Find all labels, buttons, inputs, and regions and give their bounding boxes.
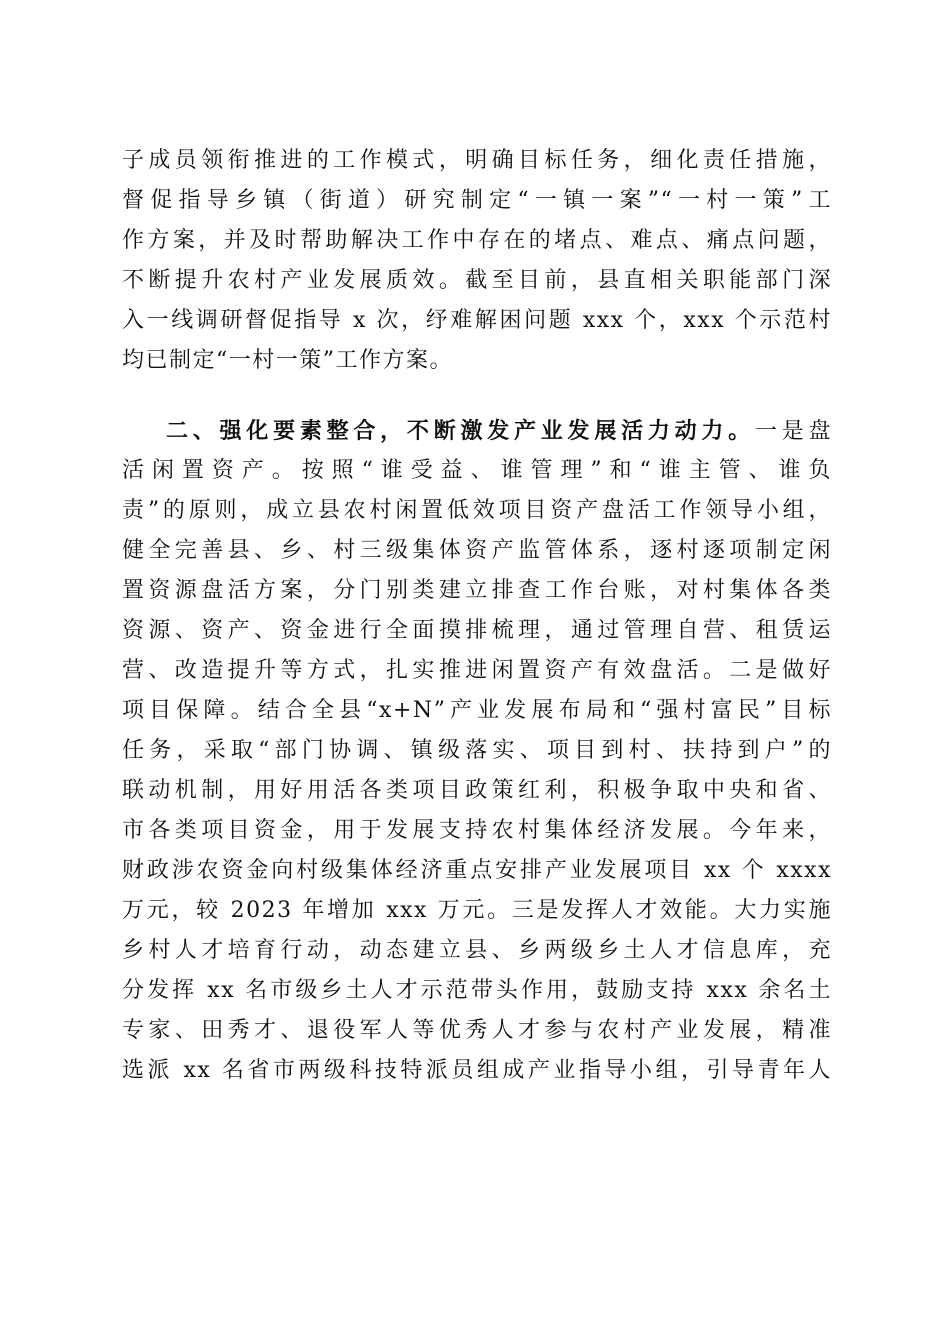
paragraph-line: 不断提升农村产业发展质效。截至目前，县直相关职能部门深 xyxy=(122,268,832,293)
paragraph-first-line xyxy=(122,411,832,451)
paragraph-line: 责”的原则，成立县农村闲置低效项目资产盘活工作领导小组， xyxy=(122,498,832,523)
paragraph-line: 子成员领衔推进的工作模式，明确目标任务，细化责任措施， xyxy=(122,148,832,173)
paragraph-line: 财政涉农资金向村级集体经济重点安排产业发展项目 xx 个 xxxx xyxy=(122,858,832,883)
paragraph-line: 专家、田秀才、退役军人等优秀人才参与农村产业发展，精准 xyxy=(122,1018,832,1043)
paragraph-line: 项目保障。结合全县“x+N”产业发展布局和“强村富民”目标 xyxy=(122,698,832,723)
paragraph-1 xyxy=(122,141,832,381)
paragraph-line: 健全完善县、乡、村三级集体资产监管体系，逐村逐项制定闲 xyxy=(122,538,832,563)
paragraph-line: 督促指导乡镇（街道）研究制定“一镇一案”“一村一策”工 xyxy=(122,188,832,213)
paragraph-line: 万元，较 2023 年增加 xxx 万元。三是发挥人才效能。大力实施 xyxy=(122,898,832,923)
paragraph-line: 选派 xx 名省市两级科技特派员组成产业指导小组，引导青年人 xyxy=(122,1058,832,1083)
paragraph-line: 市各类项目资金，用于发展支持农村集体经济发展。今年来， xyxy=(122,818,832,843)
first-line-rest: 一是盘 xyxy=(754,419,832,444)
paragraph-line: 任务，采取“部门协调、镇级落实、项目到村、扶持到户”的 xyxy=(122,738,832,763)
paragraph-line: 置资源盘活方案，分门别类建立排查工作台账，对村集体各类 xyxy=(122,578,832,603)
paragraph-line: 活闲置资产。按照“谁受益、谁管理”和“谁主管、谁负 xyxy=(122,458,832,483)
paragraph-line: 均已制定“一村一策”工作方案。 xyxy=(122,348,453,373)
paragraph-line: 分发挥 xx 名市级乡土人才示范带头作用，鼓励支持 xxx 余名土 xyxy=(122,978,832,1003)
paragraph-line: 联动机制，用好用活各类项目政策红利，积极争取中央和省、 xyxy=(122,778,832,803)
paragraph-line: 营、改造提升等方式，扎实推进闲置资产有效盘活。二是做好 xyxy=(122,658,832,683)
section-heading: 二、强化要素整合，不断激发产业发展活力动力。 xyxy=(166,418,755,444)
paragraph-2 xyxy=(122,411,832,1091)
paragraph-line: 乡村人才培育行动，动态建立县、乡两级乡土人才信息库，充 xyxy=(122,938,832,963)
paragraph-line: 作方案，并及时帮助解决工作中存在的堵点、难点、痛点问题， xyxy=(122,228,832,253)
paragraph-line: 入一线调研督促指导 x 次，纾难解困问题 xxx 个，xxx 个示范村 xyxy=(122,308,832,333)
paragraph-line: 资源、资产、资金进行全面摸排梳理，通过管理自营、租赁运 xyxy=(122,618,832,643)
